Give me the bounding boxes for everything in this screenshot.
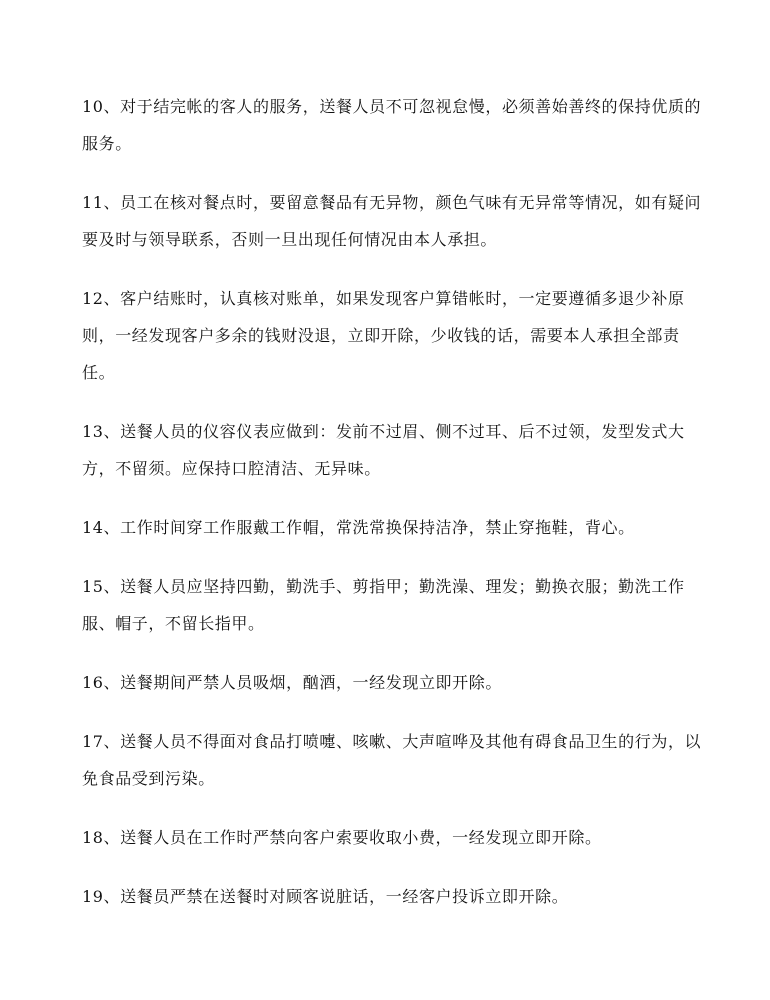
rule-paragraph-14: 14、工作时间穿工作服戴工作帽，常洗常换保持洁净，禁止穿拖鞋，背心。 [82, 518, 635, 537]
rule-paragraph-17: 17、送餐人员不得面对食品打喷嚏、咳嗽、大声喧哗及其他有碍食品卫生的行为，以免食品受到污染。 [82, 732, 702, 788]
rule-paragraph-16: 16、送餐期间严禁人员吸烟，酗酒，一经发现立即开除。 [82, 673, 502, 692]
rule-paragraph-11: 11、员工在核对餐点时，要留意餐品有无异物，颜色气味有无异常等情况，如有疑问要及时与领导联系，否则一旦出现任何情况由本人承担。 [82, 193, 702, 249]
rule-paragraph-19: 19、送餐员严禁在送餐时对顾客说脏话，一经客户投诉立即开除。 [82, 887, 569, 906]
rule-paragraph-10: 10、对于结完帐的客人的服务，送餐人员不可忽视怠慢，必须善始善终的保持优质的服务。 [82, 97, 702, 153]
rule-paragraph-18: 18、送餐人员在工作时严禁向客户索要收取小费，一经发现立即开除。 [82, 828, 602, 847]
rule-paragraph-12: 12、客户结账时，认真核对账单，如果发现客户算错帐时，一定要遵循多退少补原则，一经发现客户多余的钱财没退，立即开除，少收钱的话，需要本人承担全部责任。 [82, 289, 685, 382]
rule-paragraph-13: 13、送餐人员的仪容仪表应做到：发前不过眉、侧不过耳、后不过领，发型发式大方，不留须。应保持口腔清洁、无异味。 [82, 422, 685, 478]
rule-paragraph-15: 15、送餐人员应坚持四勤，勤洗手、剪指甲；勤洗澡、理发；勤换衣服；勤洗工作服、帽子，不留长指甲。 [82, 577, 685, 633]
